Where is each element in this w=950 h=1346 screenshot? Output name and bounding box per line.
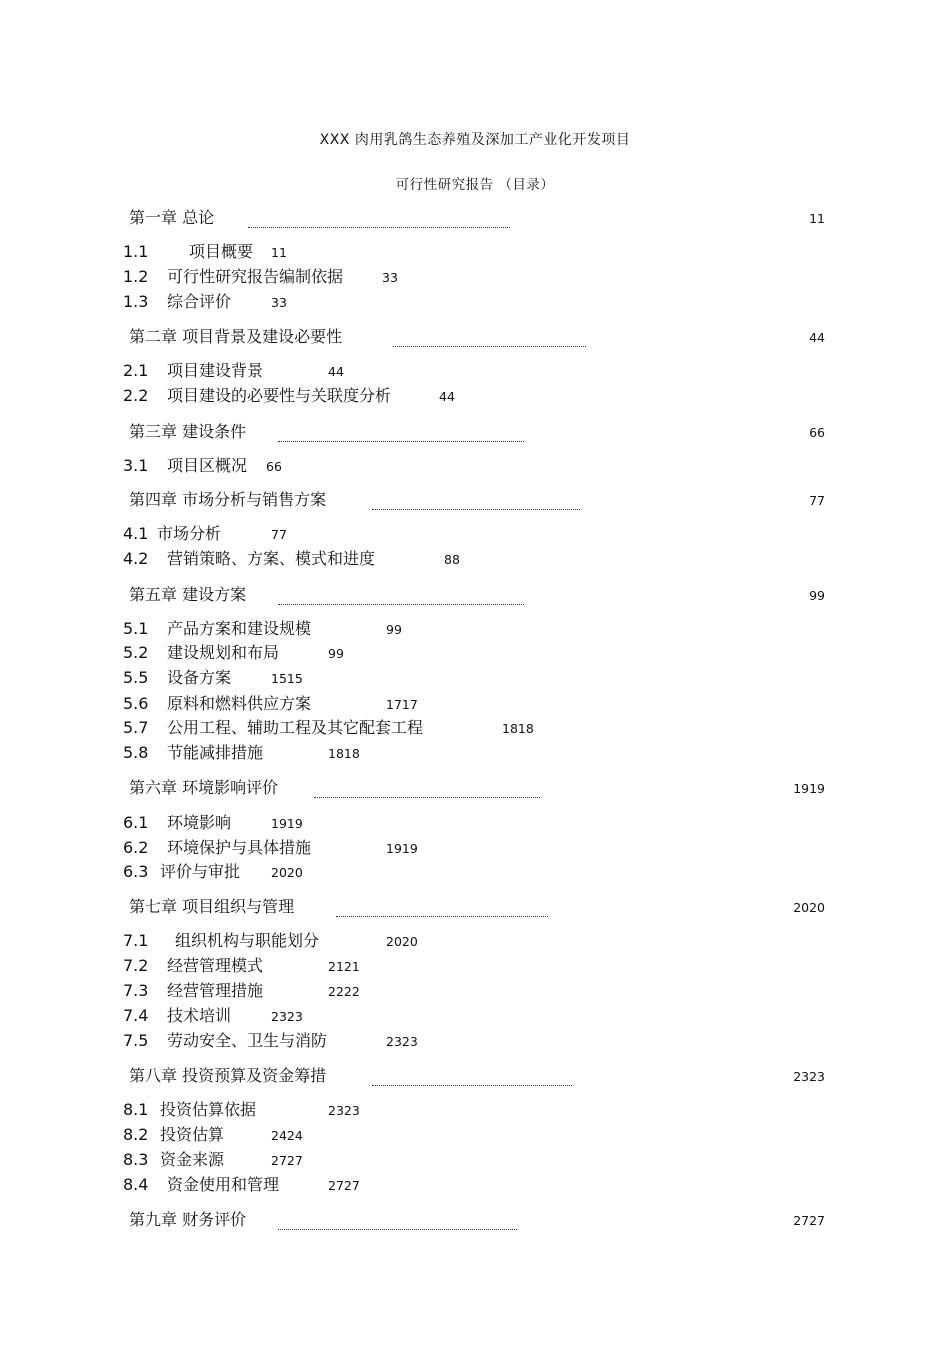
chapter-page-number: 2727	[793, 1213, 825, 1228]
toc-chapter[interactable]	[129, 421, 829, 443]
section-number: 7.3	[123, 981, 149, 1000]
section-number: 1.1	[123, 242, 149, 261]
toc-chapter[interactable]	[129, 584, 829, 606]
section-title: 可行性研究报告编制依据	[167, 267, 344, 286]
section-title: 劳动安全、卫生与消防	[167, 1031, 328, 1050]
toc-section[interactable]	[123, 812, 723, 834]
section-page-number: 44	[439, 389, 455, 404]
section-title: 综合评价	[167, 292, 232, 311]
chapter-page-number: 2323	[793, 1069, 825, 1084]
chapter-title: 第六章 环境影响评价	[129, 778, 279, 797]
section-title: 市场分析	[157, 524, 222, 543]
section-page-number: 2121	[328, 959, 360, 974]
section-title: 资金使用和管理	[167, 1175, 280, 1194]
dot-leader	[393, 332, 586, 347]
chapter-page-number: 1919	[793, 781, 825, 796]
section-number: 8.3	[123, 1150, 149, 1169]
document-title: XXX 肉用乳鸽生态养殖及深加工产业化开发项目	[319, 132, 631, 148]
toc-section[interactable]	[123, 742, 723, 764]
section-number: 3.1	[123, 456, 149, 475]
toc-section[interactable]	[123, 980, 723, 1002]
section-title: 评价与审批	[160, 862, 241, 881]
section-number: 5.2	[123, 643, 149, 662]
section-number: 5.7	[123, 718, 149, 737]
toc-subtitle: 可行性研究报告 （目录）	[395, 177, 555, 193]
toc-section[interactable]	[123, 360, 723, 382]
section-page-number: 2323	[386, 1034, 418, 1049]
section-title: 环境保护与具体措施	[167, 838, 312, 857]
section-title: 投资估算	[160, 1125, 225, 1144]
dot-leader	[336, 902, 548, 917]
dot-leader	[278, 427, 524, 442]
section-title: 公用工程、辅助工程及其它配套工程	[167, 718, 424, 737]
section-page-number: 2222	[328, 984, 360, 999]
toc-section[interactable]	[123, 241, 723, 263]
toc-section[interactable]	[123, 667, 723, 689]
chapter-page-number: 44	[809, 330, 825, 345]
toc-section[interactable]	[123, 717, 723, 739]
section-number: 6.2	[123, 838, 149, 857]
dot-leader	[278, 1215, 517, 1230]
chapter-page-number: 99	[809, 588, 825, 603]
section-title: 投资估算依据	[160, 1100, 257, 1119]
section-number: 8.1	[123, 1100, 149, 1119]
section-title: 资金来源	[160, 1150, 225, 1169]
toc-section[interactable]	[123, 861, 723, 883]
section-number: 7.1	[123, 931, 149, 950]
chapter-title: 第四章 市场分析与销售方案	[129, 490, 327, 509]
section-page-number: 66	[266, 459, 282, 474]
section-number: 7.2	[123, 956, 149, 975]
section-page-number: 44	[328, 364, 344, 379]
section-number: 6.3	[123, 862, 149, 881]
toc-section[interactable]	[123, 1174, 723, 1196]
toc-section[interactable]	[123, 837, 723, 859]
section-page-number: 33	[382, 270, 398, 285]
section-title: 设备方案	[167, 668, 232, 687]
chapter-title: 第七章 项目组织与管理	[129, 897, 295, 916]
toc-section[interactable]	[123, 930, 723, 952]
section-title: 产品方案和建设规模	[167, 619, 312, 638]
chapter-title: 第八章 投资预算及资金筹措	[129, 1066, 327, 1085]
toc-chapter[interactable]	[129, 207, 829, 229]
toc-section[interactable]	[123, 955, 723, 977]
chapter-title: 第二章 项目背景及建设必要性	[129, 327, 343, 346]
dot-leader	[314, 783, 540, 798]
section-number: 5.5	[123, 668, 149, 687]
chapter-page-number: 66	[809, 425, 825, 440]
section-number: 2.1	[123, 361, 149, 380]
section-title: 经营管理措施	[167, 981, 264, 1000]
toc-chapter[interactable]	[129, 1065, 829, 1087]
section-number: 7.5	[123, 1031, 149, 1050]
section-title: 项目概要	[189, 242, 254, 261]
section-number: 8.4	[123, 1175, 149, 1194]
section-page-number: 88	[444, 552, 460, 567]
section-number: 5.8	[123, 743, 149, 762]
section-number: 2.2	[123, 386, 149, 405]
section-number: 1.2	[123, 267, 149, 286]
section-page-number: 2323	[328, 1103, 360, 1118]
chapter-page-number: 77	[809, 493, 825, 508]
dot-leader	[278, 590, 524, 605]
section-page-number: 2323	[271, 1009, 303, 1024]
section-page-number: 1818	[328, 746, 360, 761]
chapter-title: 第九章 财务评价	[129, 1210, 247, 1229]
toc-chapter[interactable]	[129, 896, 829, 918]
toc-section[interactable]	[123, 1030, 723, 1052]
toc-section[interactable]	[123, 1099, 723, 1121]
toc-section[interactable]	[123, 642, 723, 664]
toc-section[interactable]	[123, 385, 723, 407]
section-title: 项目建设的必要性与关联度分析	[167, 386, 392, 405]
toc-section[interactable]	[123, 266, 723, 288]
chapter-page-number: 2020	[793, 900, 825, 915]
toc-chapter[interactable]	[129, 777, 829, 799]
toc-section[interactable]	[123, 1005, 723, 1027]
dot-leader	[372, 495, 580, 510]
section-number: 4.2	[123, 549, 149, 568]
section-page-number: 77	[271, 527, 287, 542]
toc-section[interactable]	[123, 291, 723, 313]
toc-section[interactable]	[123, 523, 723, 545]
section-title: 节能减排措施	[167, 743, 264, 762]
toc-chapter[interactable]	[129, 326, 829, 348]
chapter-title: 第三章 建设条件	[129, 422, 247, 441]
section-title: 环境影响	[167, 813, 232, 832]
dot-leader	[248, 213, 510, 228]
section-number: 7.4	[123, 1006, 149, 1025]
section-title: 项目区概况	[167, 456, 248, 475]
toc-chapter[interactable]	[129, 1209, 829, 1231]
section-page-number: 1818	[502, 721, 534, 736]
section-number: 4.1	[123, 524, 149, 543]
toc-section[interactable]	[123, 1124, 723, 1146]
section-title: 经营管理模式	[167, 956, 264, 975]
section-title: 技术培训	[167, 1006, 232, 1025]
section-page-number: 1919	[386, 841, 418, 856]
toc-section[interactable]	[123, 618, 723, 640]
toc-section[interactable]	[123, 548, 723, 570]
toc-section[interactable]	[123, 693, 723, 715]
section-page-number: 2020	[386, 934, 418, 949]
section-page-number: 1717	[386, 697, 418, 712]
section-number: 5.1	[123, 619, 149, 638]
toc-chapter[interactable]	[129, 489, 829, 511]
section-number: 1.3	[123, 292, 149, 311]
section-title: 组织机构与职能划分	[175, 931, 320, 950]
chapter-page-number: 11	[809, 211, 825, 226]
section-title: 原料和燃料供应方案	[167, 694, 312, 713]
section-title: 营销策略、方案、模式和进度	[167, 549, 376, 568]
toc-section[interactable]	[123, 455, 723, 477]
section-page-number: 1919	[271, 816, 303, 831]
section-page-number: 99	[328, 646, 344, 661]
section-page-number: 2020	[271, 865, 303, 880]
section-page-number: 2424	[271, 1128, 303, 1143]
section-page-number: 2727	[328, 1178, 360, 1193]
chapter-title: 第一章 总论	[129, 208, 215, 227]
chapter-title: 第五章 建设方案	[129, 585, 247, 604]
section-number: 8.2	[123, 1125, 149, 1144]
section-page-number: 11	[271, 245, 287, 260]
section-page-number: 2727	[271, 1153, 303, 1168]
section-title: 建设规划和布局	[167, 643, 280, 662]
dot-leader	[372, 1071, 572, 1086]
section-number: 6.1	[123, 813, 149, 832]
section-page-number: 99	[386, 622, 402, 637]
section-page-number: 1515	[271, 671, 303, 686]
toc-section[interactable]	[123, 1149, 723, 1171]
section-number: 5.6	[123, 694, 149, 713]
section-title: 项目建设背景	[167, 361, 264, 380]
section-page-number: 33	[271, 295, 287, 310]
